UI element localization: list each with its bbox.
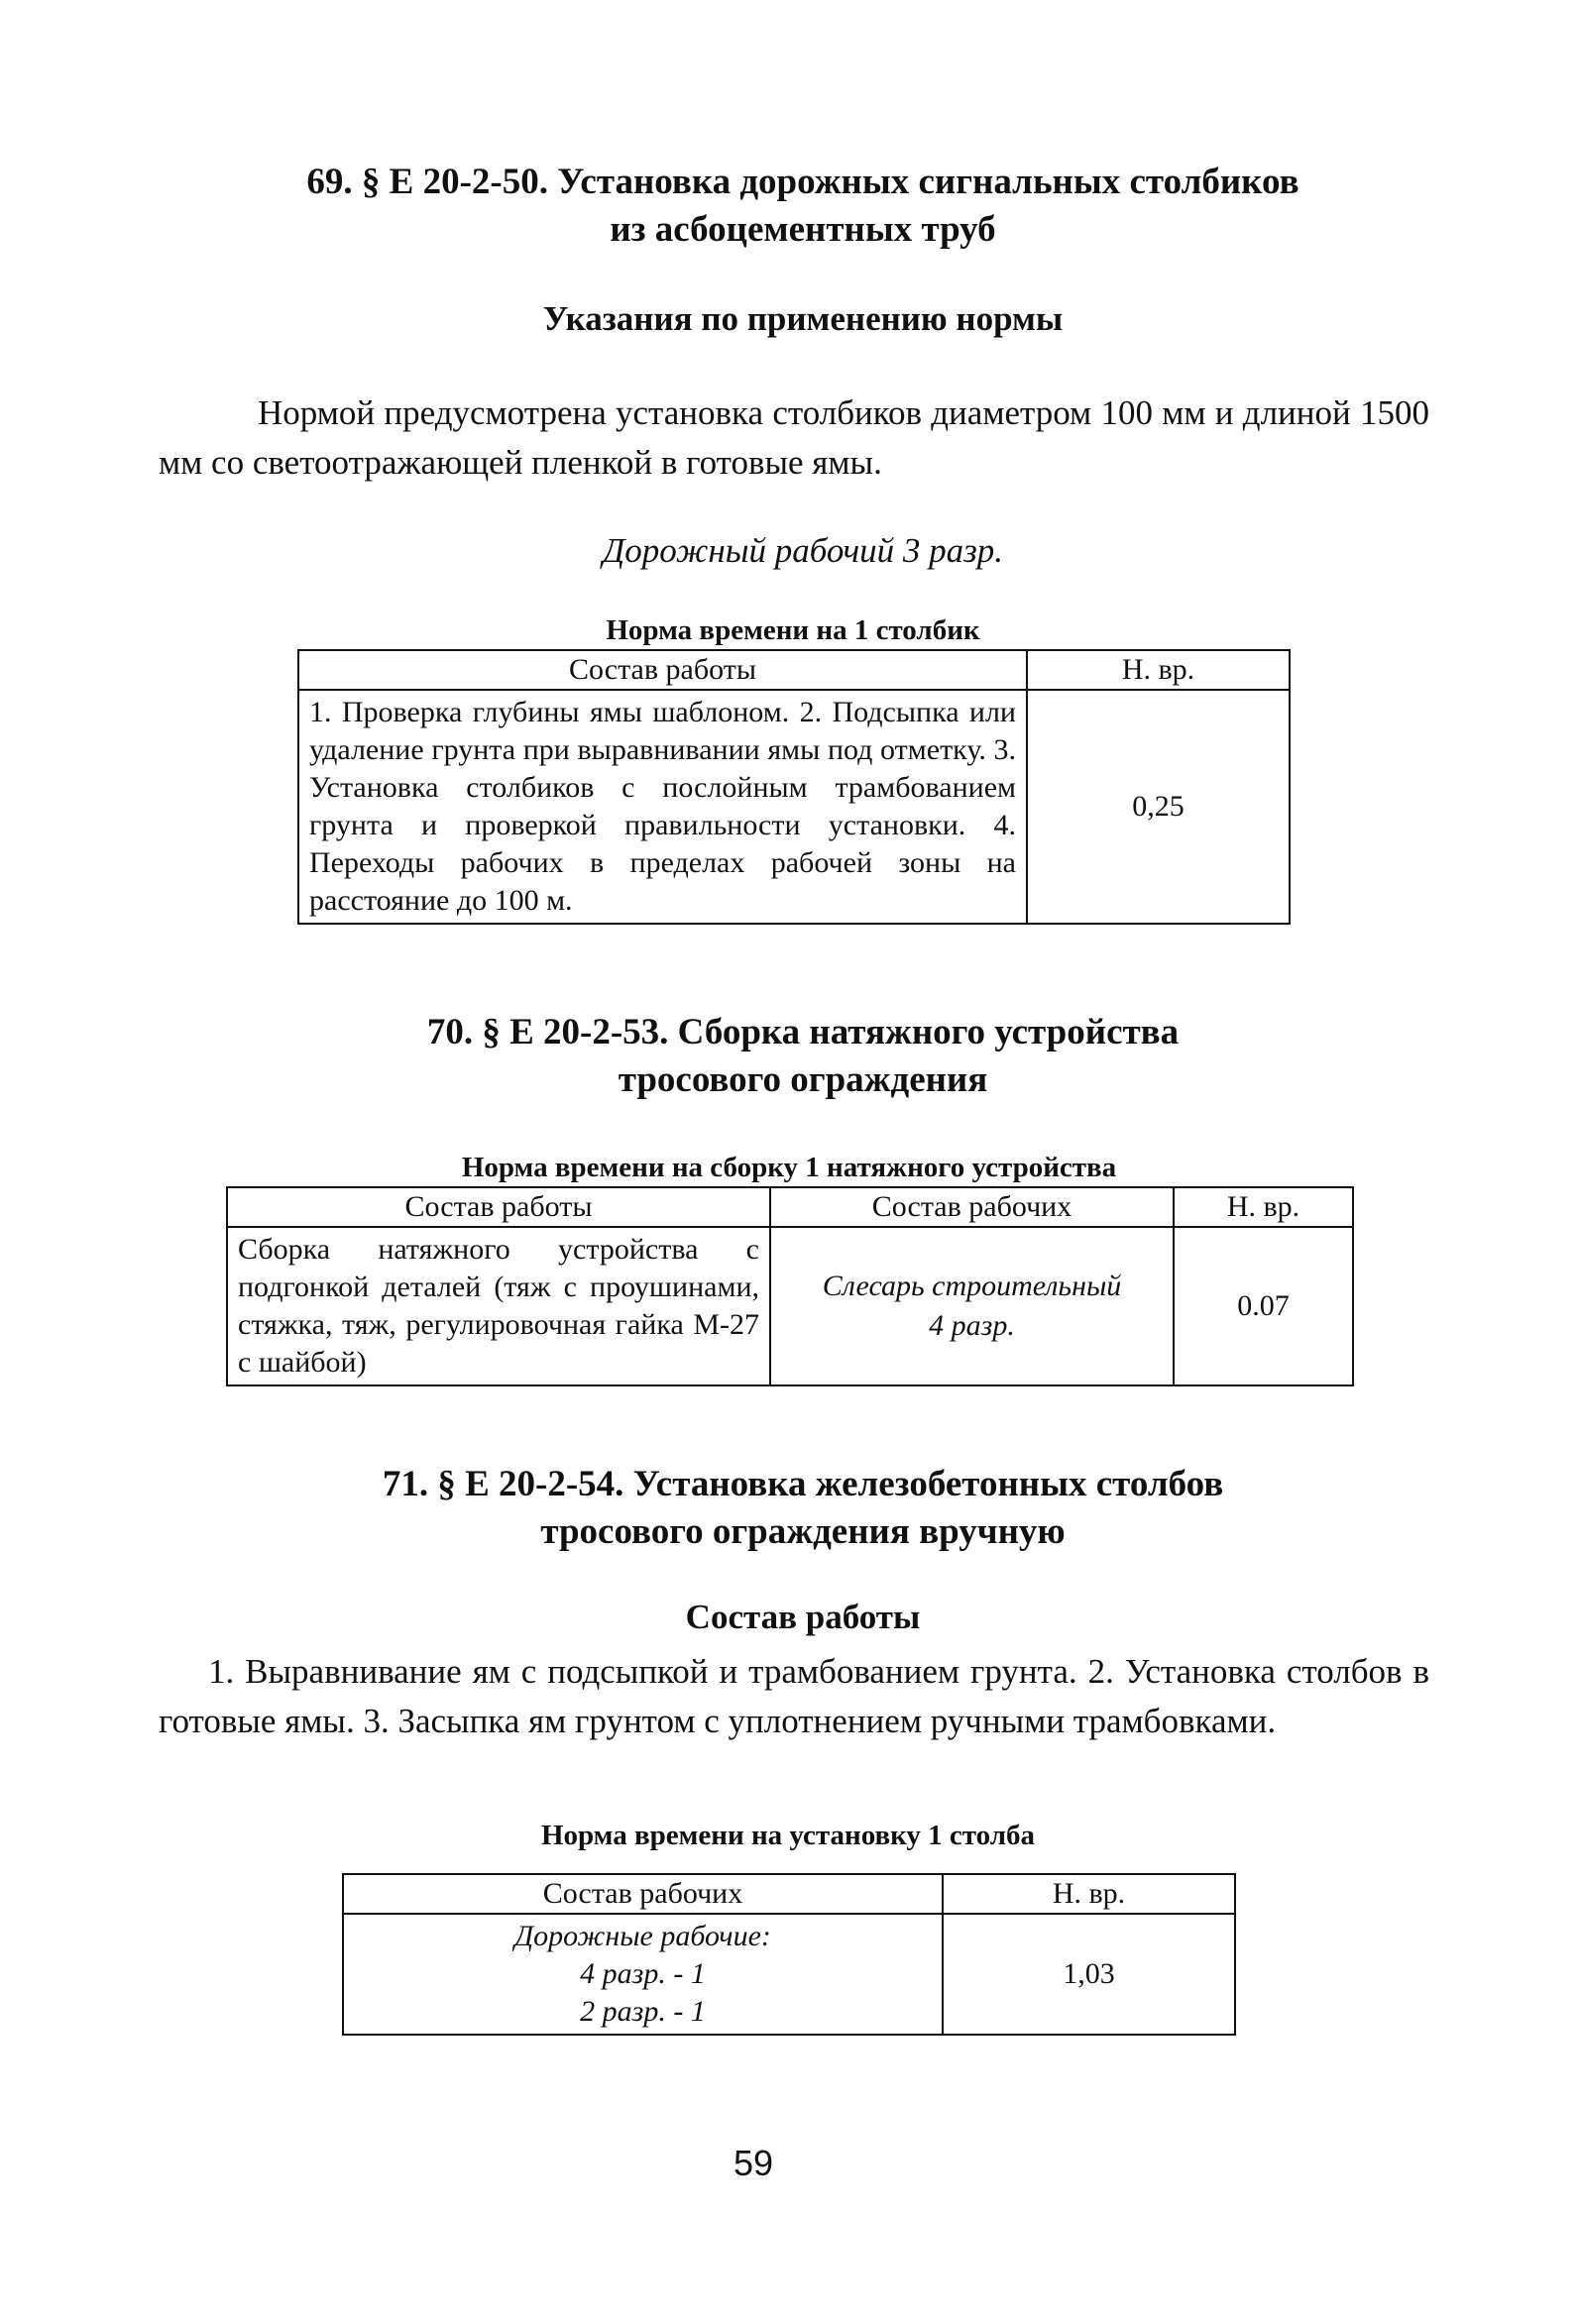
- table-header-row: [343, 1874, 1235, 1914]
- page-number: 59: [733, 2143, 774, 2183]
- crew-line2: 4 разр. - 1: [580, 1957, 706, 1990]
- cell-norm: 0.07: [1174, 1227, 1353, 1385]
- section-69-worker: Дорожный рабочий 3 разр.: [602, 531, 1004, 570]
- table-header-row: [227, 1187, 1353, 1227]
- header-norm: Н. вр.: [1027, 650, 1290, 690]
- cell-crew: [770, 1227, 1174, 1385]
- section-71-table-caption: Норма времени на установку 1 столба: [540, 1820, 1036, 1851]
- section-71-table: [342, 1873, 1236, 2036]
- section-69-paragraph: Нормой предусмотрена установка столбиков диаметром 100 мм и длиной 1500 мм со светоотражающей пленкой в готовые ямы.: [159, 393, 1429, 482]
- section-69-title-line1: 69. § Е 20-2-50. Установка дорожных сигнальных столбиков: [306, 162, 1299, 202]
- section-69-title: [159, 159, 1447, 254]
- cell-work: Сборка натяжного устройства с подгонкой деталей (тяж с проушинами, стяжка, тяж, регулировочная гайка М-27 с шайбой): [227, 1227, 770, 1385]
- section-71-title: [159, 1461, 1447, 1556]
- crew-line1: Дорожные рабочие:: [514, 1920, 771, 1952]
- section-70-title-line1: 70. § Е 20-2-53. Сборка натяжного устройства: [426, 1012, 1180, 1052]
- header-crew: Состав рабочих: [770, 1187, 1174, 1227]
- crew-line3: 2 разр. - 1: [580, 1995, 706, 2028]
- section-70-title-line2: тросового ограждения: [618, 1059, 988, 1100]
- crew-line1: Слесарь строительный: [822, 1270, 1122, 1302]
- header-norm: Н. вр.: [943, 1874, 1235, 1914]
- section-69-title-line2: из асбоцементных труб: [610, 209, 996, 250]
- section-71-title-line1: 71. § Е 20-2-54. Установка железобетонных столбов: [382, 1464, 1224, 1504]
- section-71-paragraph: 1. Выравнивание ям с подсыпкой и трамбованием грунта. 2. Установка столбов в готовые ямы. 3. Засыпка ям грунтом с уплотнением ручными трамбовками.: [159, 1652, 1429, 1740]
- header-work: Состав работы: [298, 650, 1027, 690]
- cell-crew: [343, 1914, 943, 2035]
- header-norm: Н. вр.: [1174, 1187, 1353, 1227]
- section-71-title-line2: тросового ограждения вручную: [540, 1511, 1066, 1552]
- cell-norm: 0,25: [1027, 690, 1290, 924]
- table-header-row: [298, 650, 1290, 690]
- cell-norm: 1,03: [943, 1914, 1235, 2035]
- section-71-subheading: Состав работы: [685, 1598, 921, 1636]
- section-70-table-caption: Норма времени на сборку 1 натяжного устройства: [461, 1152, 1117, 1183]
- table-row: [227, 1227, 1353, 1385]
- table-row: [343, 1914, 1235, 2035]
- cell-work: 1. Проверка глубины ямы шаблоном. 2. Подсыпка или удаление грунта при выравнивании ямы под отметку. 3. Установка столбиков с послойным трамбованием грунта и проверкой правильности установки. 4. Переходы рабочих в пределах рабочей зоны на расстояние до 100 м.: [298, 690, 1027, 924]
- table-row: [298, 690, 1290, 924]
- section-70-table: [226, 1186, 1354, 1386]
- section-69-subheading: Указания по применению нормы: [542, 299, 1064, 338]
- header-work: Состав работы: [227, 1187, 770, 1227]
- header-crew: Состав рабочих: [343, 1874, 943, 1914]
- section-69-table: [297, 649, 1291, 925]
- section-69-table-caption: Норма времени на 1 столбик: [606, 614, 980, 646]
- section-70-title: [159, 1009, 1447, 1104]
- crew-line2: 4 разр.: [929, 1309, 1015, 1342]
